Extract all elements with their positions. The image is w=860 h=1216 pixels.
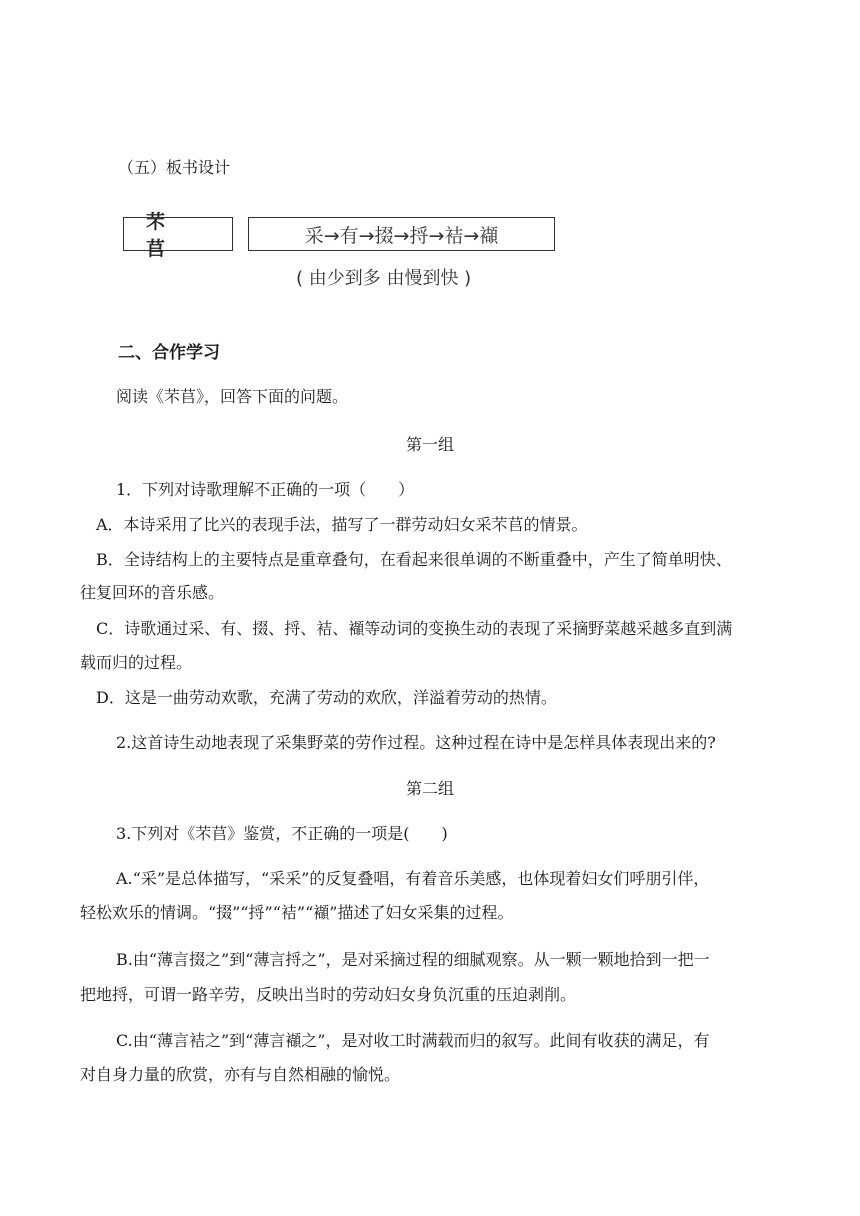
- board-sequence: 采→有→掇→捋→袺→襭: [304, 224, 499, 247]
- q1-option-c-line2: 载而归的过程。: [80, 653, 193, 672]
- section-heading-board-design: （五）板书设计: [118, 158, 231, 177]
- question-2: 2.这首诗生动地表现了采集野菜的劳作过程。这种过程在诗中是怎样具体表现出来的?: [116, 733, 716, 752]
- q3-option-b-line1: B.由“薄言掇之”到“薄言捋之”，是对采摘过程的细腻观察。从一颗一颗地拾到一把一: [116, 950, 710, 969]
- q1-option-c-line1: C．诗歌通过采、有、掇、捋、袺、襭等动词的变换生动的表现了采摘野菜越采越多直到满: [96, 619, 733, 638]
- q1-option-b-line2: 往复回环的音乐感。: [80, 583, 225, 602]
- q1-option-b-line1: B．全诗结构上的主要特点是重章叠句，在看起来很单调的不断重叠中，产生了简单明快、: [96, 550, 732, 569]
- q1-option-a: A．本诗采用了比兴的表现手法，描写了一群劳动妇女采芣苢的情景。: [96, 515, 588, 534]
- question-3: 3.下列对《芣苢》鉴赏，不正确的一项是( ): [116, 824, 448, 843]
- q3-option-c-line1: C.由“薄言袺之”到“薄言襭之”，是对收工时满载而归的叙写。此间有收获的满足，有: [116, 1031, 710, 1050]
- group-label: 第一组: [405, 435, 454, 454]
- q3-option-c-line2: 对自身力量的欣赏，亦有与自然相融的愉悦。: [80, 1065, 401, 1084]
- board-note: ( 由少到多 由慢到快 ): [296, 268, 472, 289]
- group-label: 第二组: [405, 779, 454, 798]
- section-heading-cooperative-learning: 二、合作学习: [118, 343, 220, 363]
- q3-option-a-line2: 轻松欢乐的情调。“掇”“捋”“袺”“襭”描述了妇女采集的过程。: [80, 903, 514, 922]
- question-1: 1．下列对诗歌理解不正确的一项（ ）: [116, 480, 415, 499]
- board-sequence-box: [248, 217, 555, 251]
- q3-option-b-line2: 把地捋，可谓一路辛劳，反映出当时的劳动妇女身负沉重的压迫剥削。: [80, 985, 577, 1004]
- reading-instruction: 阅读《芣苢》，回答下面的问题。: [116, 387, 349, 406]
- q3-option-a-line1: A.“采”是总体描写，“采采”的反复叠唱，有着音乐美感，也体现着妇女们呼朋引伴，: [116, 869, 710, 888]
- board-title: 芣 苢: [146, 211, 188, 260]
- q1-option-d: D．这是一曲劳动欢歌，充满了劳动的欢欣，洋溢着劳动的热情。: [96, 688, 557, 707]
- board-title-box: [123, 211, 233, 260]
